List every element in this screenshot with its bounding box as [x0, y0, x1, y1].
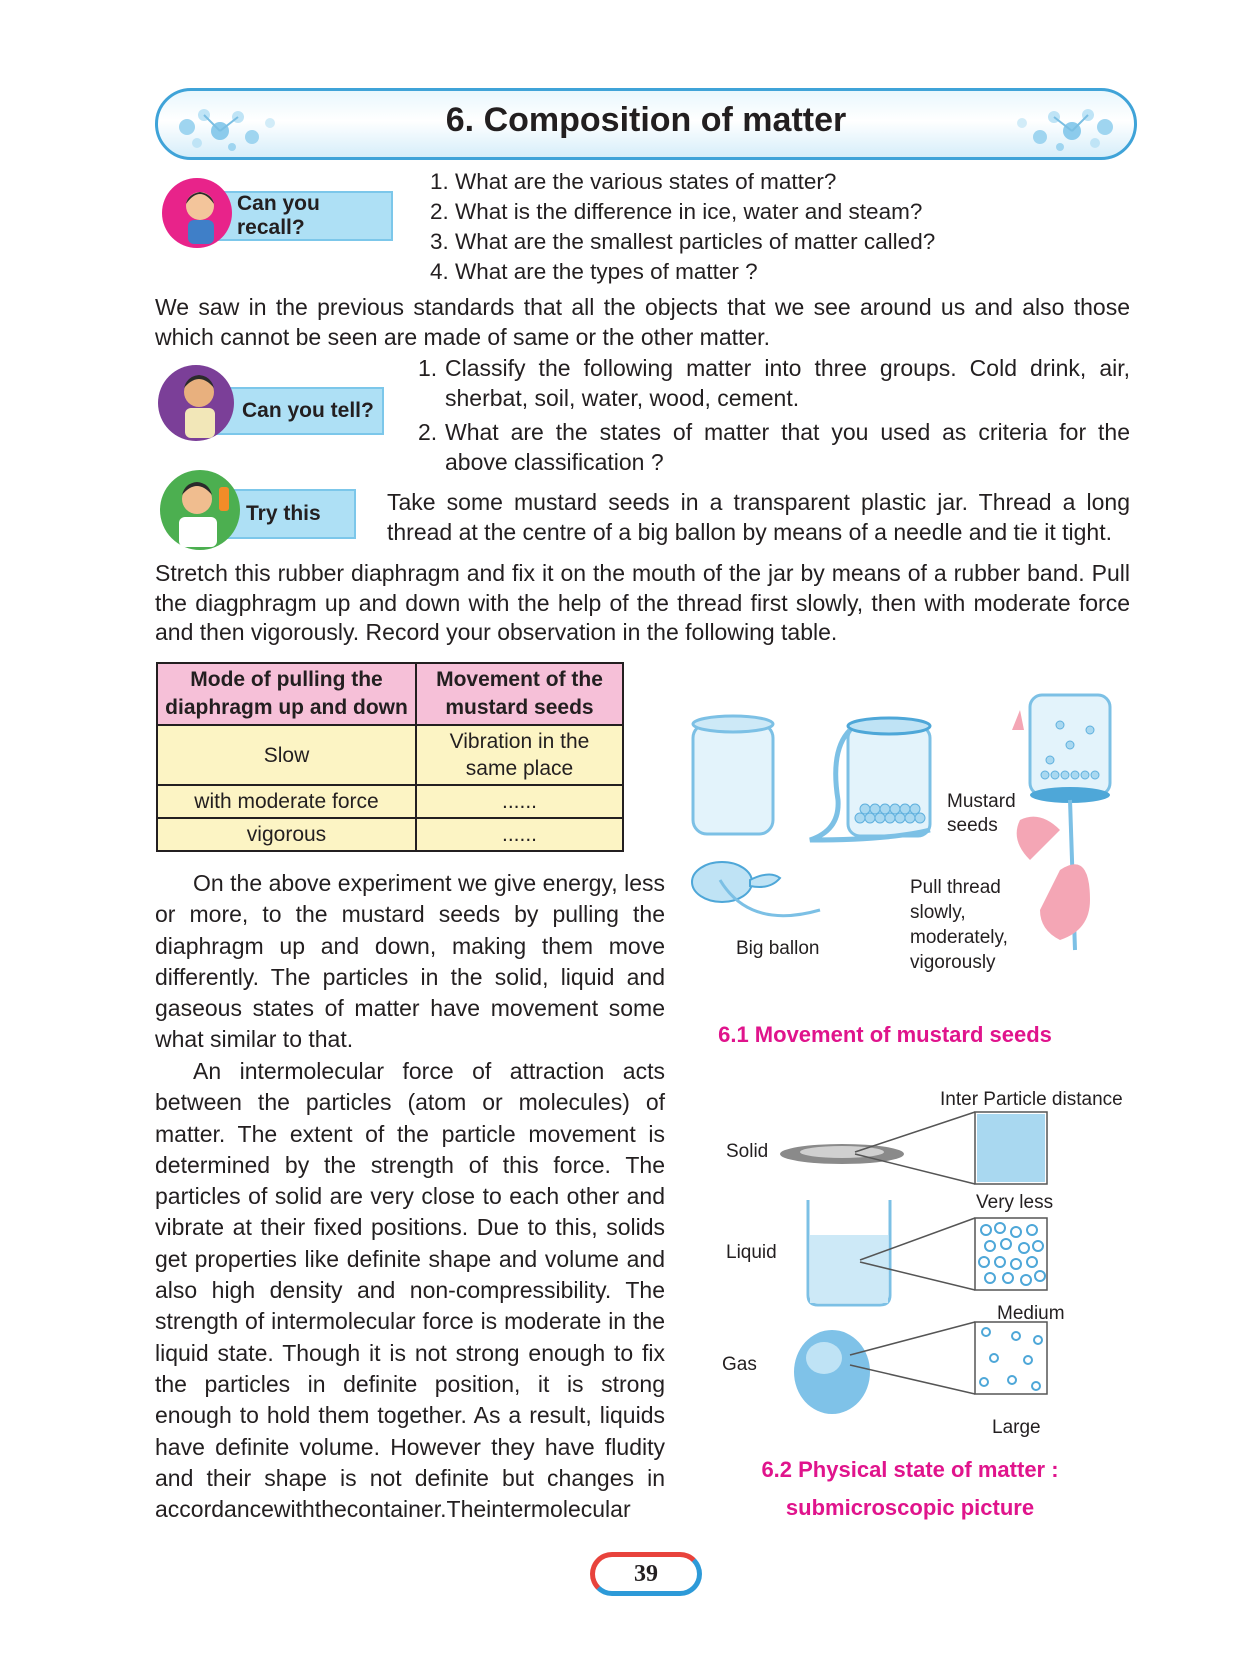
table-row [157, 818, 623, 851]
pull-thread-label [910, 875, 1008, 975]
recall-question: 2. What is the difference in ice, water and steam? [430, 199, 923, 224]
pull-thread-label-line-1: Pull thread [910, 877, 1001, 898]
body-paragraph-2: An intermolecular force of attraction acts between the particles (atom or molecules) of matter. The extent of the particle movement is determined by the strength of this force. The particles of solid are very close to each other and vibrate at their fixed positions. Due to this, solids get properties like definite shape and volume and also high density and non-compressibility. The strength of intermolecular force is moderate in the liquid state. Though it is not strong enough to fix the particles in definite position, it is strong enough to hold them together. As a result, liquids have definite volume. However they have fludity and their shape is not definite but changes in accordancewiththecontainer.Theintermolecular [155, 1058, 665, 1523]
tell-question-1-text: Classify the following matter into three groups. Cold drink, air, sherbat, soil, water, wood, cement. [445, 355, 1130, 411]
table-header: Movement of the mustard seeds [416, 663, 623, 725]
table-cell: Vibration in the same place [416, 725, 623, 785]
medium-label: Medium [997, 1303, 1065, 1324]
recall-question: 4. What are the types of matter ? [430, 259, 758, 284]
tell-question-2-text: What are the states of matter that you used as criteria for the above classification ? [445, 419, 1130, 475]
pull-thread-label-line-2: slowly, [910, 902, 966, 923]
figure-6-2-caption [730, 1451, 1090, 1527]
title-banner [155, 88, 1137, 160]
scientist-icon [157, 467, 243, 553]
tell-label: Can you tell? [242, 399, 374, 422]
table-row [157, 725, 623, 785]
tell-question-1 [418, 354, 1130, 413]
tell-question-1-number: 1. [418, 355, 438, 381]
mustard-seeds-label [947, 790, 1016, 838]
pull-thread-label-line-4: vigorously [910, 952, 996, 973]
figure-6-2-caption-line-1: 6.2 Physical state of matter : [761, 1457, 1059, 1482]
pull-thread-label-line-3: moderately, [910, 927, 1008, 948]
bubbles-right-decoration [990, 97, 1120, 157]
big-ballon-label: Big ballon [736, 938, 820, 959]
table-cell: ...... [416, 785, 623, 818]
procedure-paragraph: Stretch this rubber diaphragm and fix it on the mouth of the jar by means of a rubber band. Pull the diagphragm up and down with the help of the thread first slowly, then with moderate force and then vigorously. Record your observation in the following table. [155, 560, 1130, 645]
table-cell: vigorous [157, 818, 416, 851]
observation-table [156, 662, 624, 852]
very-less-label: Very less [976, 1192, 1054, 1213]
gas-label: Gas [722, 1354, 757, 1375]
try-paragraph: Take some mustard seeds in a transparent plastic jar. Thread a long thread at the centre of a big ballon by means of a needle and tie it tight. [387, 489, 1130, 545]
table-header-row [157, 663, 623, 725]
solid-label: Solid [726, 1141, 769, 1162]
tell-question-2-number: 2. [418, 419, 438, 445]
recall-questions [430, 167, 990, 287]
page-number: 39 [590, 1552, 702, 1596]
mustard-seeds-label-line-1: Mustard [947, 791, 1016, 812]
recall-question: 3. What are the smallest particles of matter called? [430, 229, 936, 254]
liquid-label: Liquid [726, 1242, 777, 1263]
tell-question-2 [418, 418, 1130, 477]
mustard-seeds-label-line-2: seeds [947, 815, 998, 836]
try-label: Try this [246, 502, 321, 525]
table-cell: Slow [157, 725, 416, 785]
table-row [157, 785, 623, 818]
body-paragraph-1: On the above experiment we give energy, less or more, to the mustard seeds by pulling the diaphragm up and down, making them move differently. The particles in the solid, liquid and gaseous states of matter have movement some what similar to that. [155, 870, 665, 1053]
figure-6-1-caption: 6.1 Movement of mustard seeds [718, 1022, 1052, 1047]
intro-paragraph: We saw in the previous standards that all the objects that we see around us and also those which cannot be seen are made of same or the other matter. [155, 294, 1130, 350]
inter-particle-distance-label: Inter Particle distance [940, 1089, 1123, 1110]
table-cell: with moderate force [157, 785, 416, 818]
large-label: Large [992, 1417, 1041, 1438]
table-cell: ...... [416, 818, 623, 851]
recall-question: 1. What are the various states of matter? [430, 169, 837, 194]
girl-thinking-icon [160, 176, 234, 250]
boy-pointing-icon [155, 362, 237, 444]
figure-6-2-caption-line-2: submicroscopic picture [785, 1495, 1035, 1520]
states-of-matter-illustration [780, 1110, 1080, 1430]
table-header: Mode of pulling the diaphragm up and down [157, 663, 416, 725]
recall-label: Can you recall? [237, 192, 320, 239]
page-title: 6. Composition of matter [445, 101, 847, 139]
